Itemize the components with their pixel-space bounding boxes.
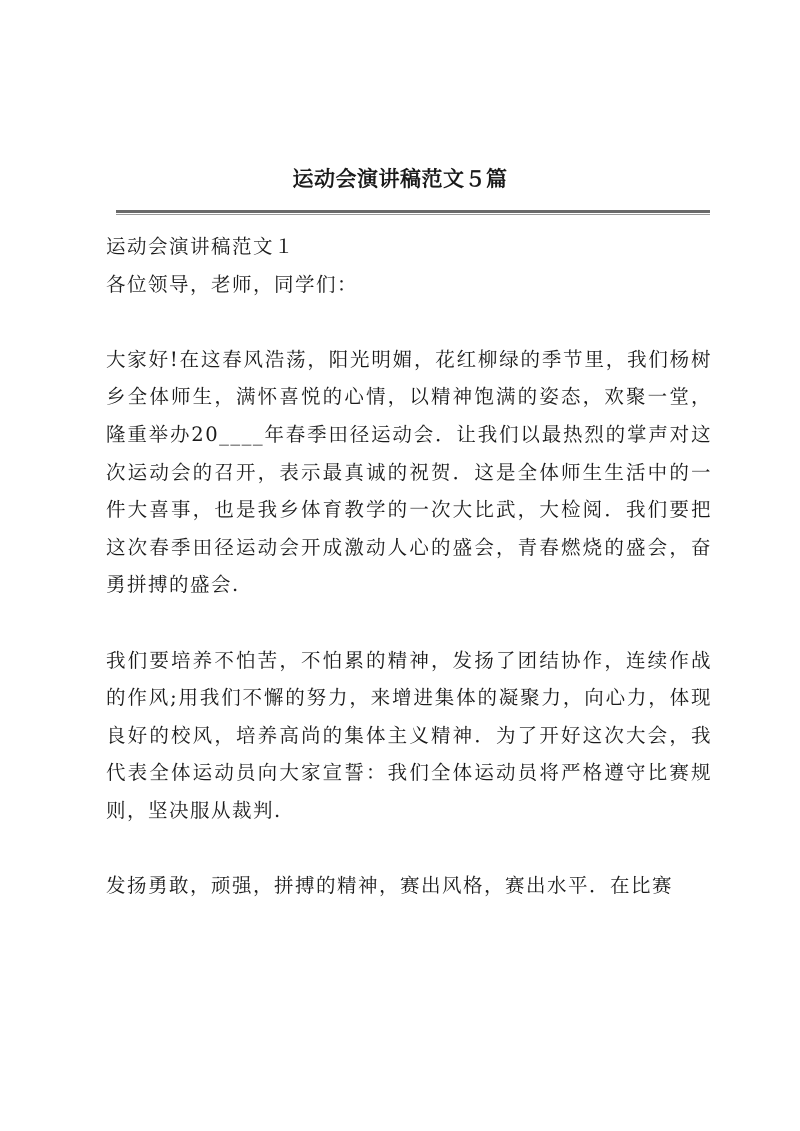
paragraph-spacer [106,604,712,642]
title-divider [116,210,710,215]
paragraph-spacer [106,830,712,868]
salutation: 各位领导，老师，同学们： [106,272,359,296]
paragraph-spacer [106,303,712,341]
document-body [106,228,712,905]
section-heading: 运动会演讲稿范文１ [106,235,296,258]
body-paragraph-1: 大家好!在这春风浩荡，阳光明媚，花红柳绿的季节里，我们杨树乡全体师生，满怀喜悦的心情，以精神饱满的姿态，欢聚一堂，隆重举办20____年春季田径运动会．让我们以最热烈的掌声对这次运动会的召开，表示最真诚的祝贺．这是全体师生生活中的一件大喜事，也是我乡体育教学的一次大比武，大检阅．我们要把这次春季田径运动会开成激动人心的盛会，青春燃烧的盛会，奋勇拼搏的盛会. [106,347,712,597]
body-paragraph-3: 发扬勇敢，顽强，拼搏的精神，赛出风格，赛出水平．在比赛 [106,874,674,898]
body-paragraph-2: 我们要培养不怕苦，不怕累的精神，发扬了团结协作，连续作战的作风;用我们不懈的努力，来增进集体的凝聚力，向心力，体现良好的校风，培养高尚的集体主义精神．为了开好这次大会，我代表全体运动员向大家宣誓：我们全体运动员将严格遵守比赛规则，坚决服从裁判. [106,648,712,822]
document-title: 运动会演讲稿范文５篇 [292,166,508,191]
